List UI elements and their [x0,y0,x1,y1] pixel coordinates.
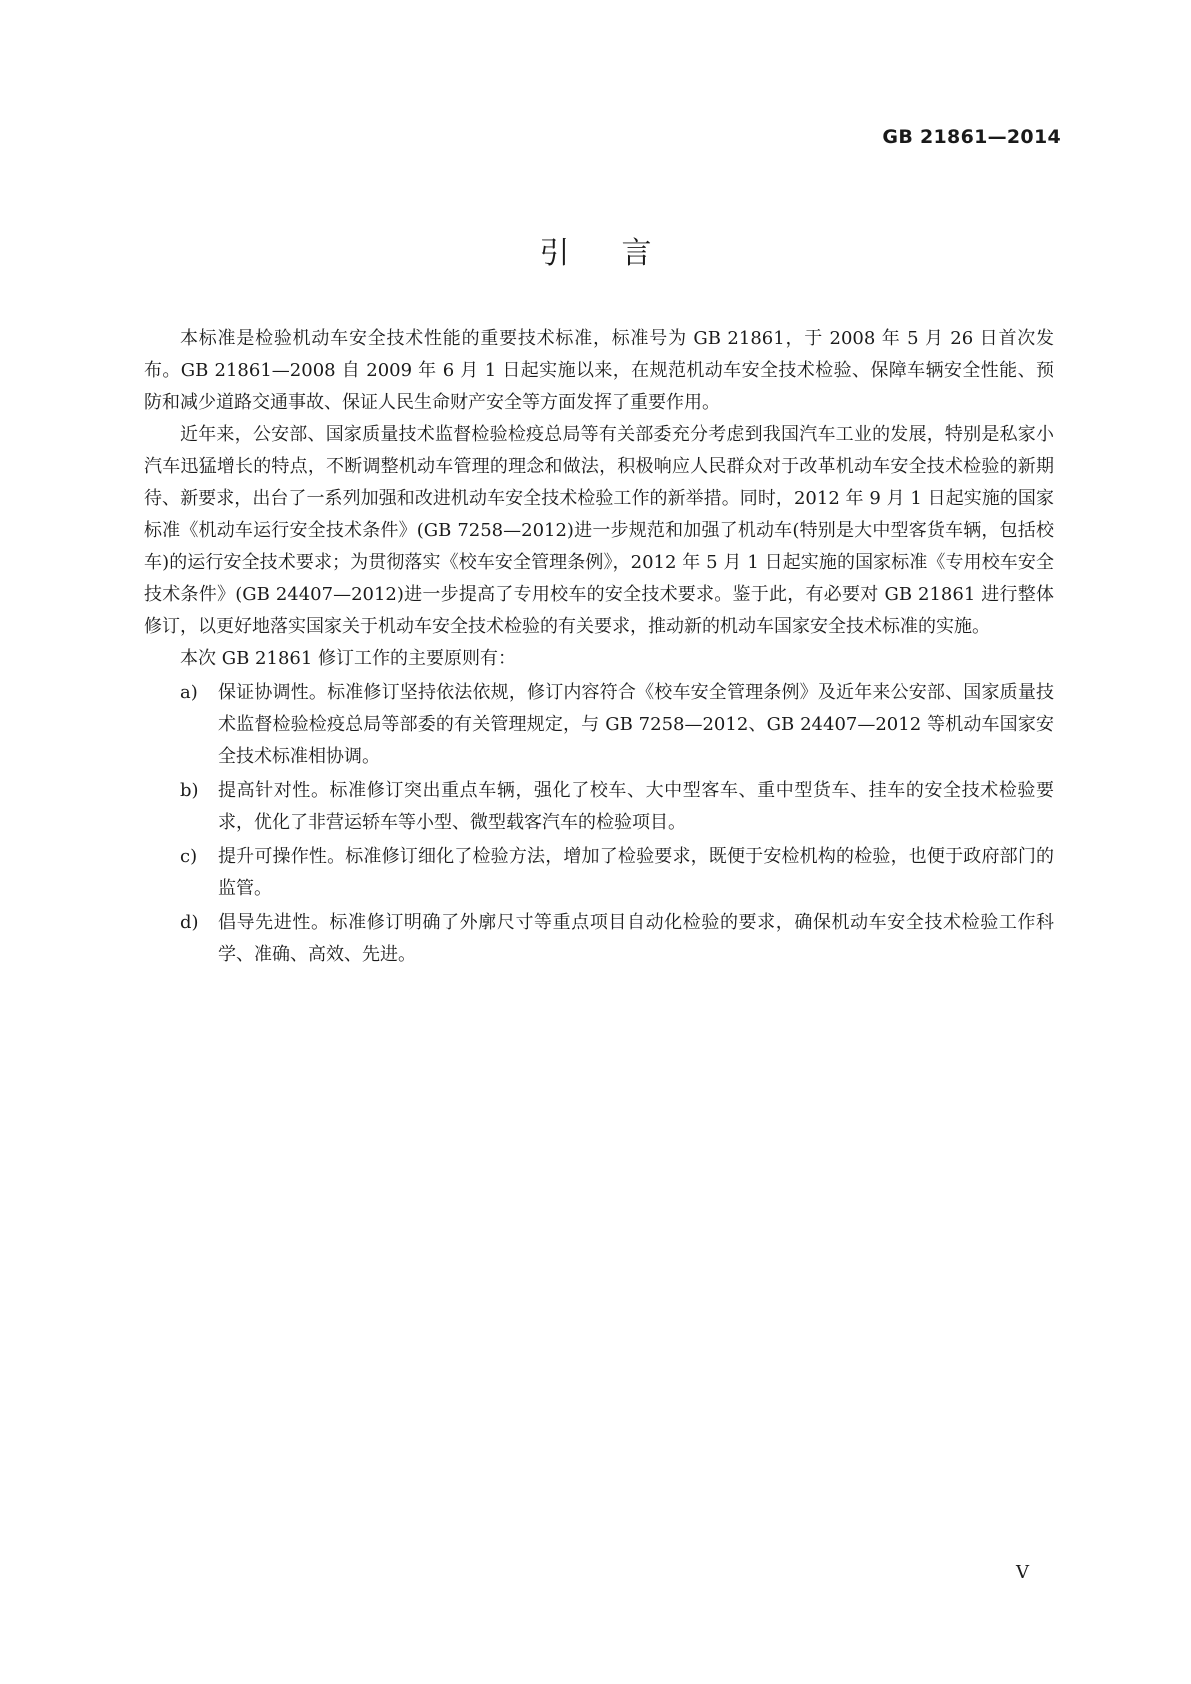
list-marker: c) [180,846,198,867]
paragraph-intro: 本标准是检验机动车安全技术性能的重要技术标准，标准号为 GB 21861，于 2008 年 5 月 26 日首次发布。GB 21861—2008 自 2009 年 6 月 1 日起实施以来，在规范机动车安全技术检验、保障车辆安全性能、预防和减少道路交通事故、保证人民生命财产安全等方面发挥了重要作用。 [144,328,1054,413]
standard-code: GB 21861—2014 [882,126,1061,148]
paragraph-principles-lead: 本次 GB 21861 修订工作的主要原则有： [180,648,517,669]
list-item [144,775,1054,839]
list-marker: d) [180,912,199,933]
page-title: 引言 [539,236,704,271]
list-item [144,841,1054,905]
list-marker: a) [180,682,198,703]
principles-list [144,677,1054,971]
list-item-text: 提高针对性。标准修订突出重点车辆，强化了校车、大中型客车、重中型货车、挂车的安全技术检验要求，优化了非营运轿车等小型、微型载客汽车的检验项目。 [218,780,1054,833]
list-item-text: 倡导先进性。标准修订明确了外廓尺寸等重点项目自动化检验的要求，确保机动车安全技术检验工作科学、准确、高效、先进。 [218,912,1054,965]
list-item [144,677,1054,773]
list-item-text: 保证协调性。标准修订坚持依法依规，修订内容符合《校车安全管理条例》及近年来公安部、国家质量技术监督检验检疫总局等部委的有关管理规定，与 GB 7258—2012、GB 24407—2012 等机动车国家安全技术标准相协调。 [218,682,1054,767]
list-item-text: 提升可操作性。标准修订细化了检验方法，增加了检验要求，既便于安检机构的检验，也便于政府部门的监管。 [218,846,1054,899]
list-marker: b) [180,780,199,801]
body-text [144,323,1054,971]
paragraph-background: 近年来，公安部、国家质量技术监督检验检疫总局等有关部委充分考虑到我国汽车工业的发展，特别是私家小汽车迅猛增长的特点，不断调整机动车管理的理念和做法，积极响应人民群众对于改革机动车安全技术检验的新期待、新要求，出台了一系列加强和改进机动车安全技术检验工作的新举措。同时，2012 年 9 月 1 日起实施的国家标准《机动车运行安全技术条件》(GB 7258—2012)进一步规范和加强了机动车(特别是大中型客货车辆，包括校车)的运行安全技术要求；为贯彻落实《校车安全管理条例》，2012 年 5 月 1 日起实施的国家标准《专用校车安全技术条件》(GB 24407—2012)进一步提高了专用校车的安全技术要求。鉴于此，有必要对 GB 21861 进行整体修订，以更好地落实国家关于机动车安全技术检验的有关要求，推动新的机动车国家安全技术标准的实施。 [144,424,1054,637]
list-item [144,907,1054,971]
page-number: V [1016,1562,1029,1583]
